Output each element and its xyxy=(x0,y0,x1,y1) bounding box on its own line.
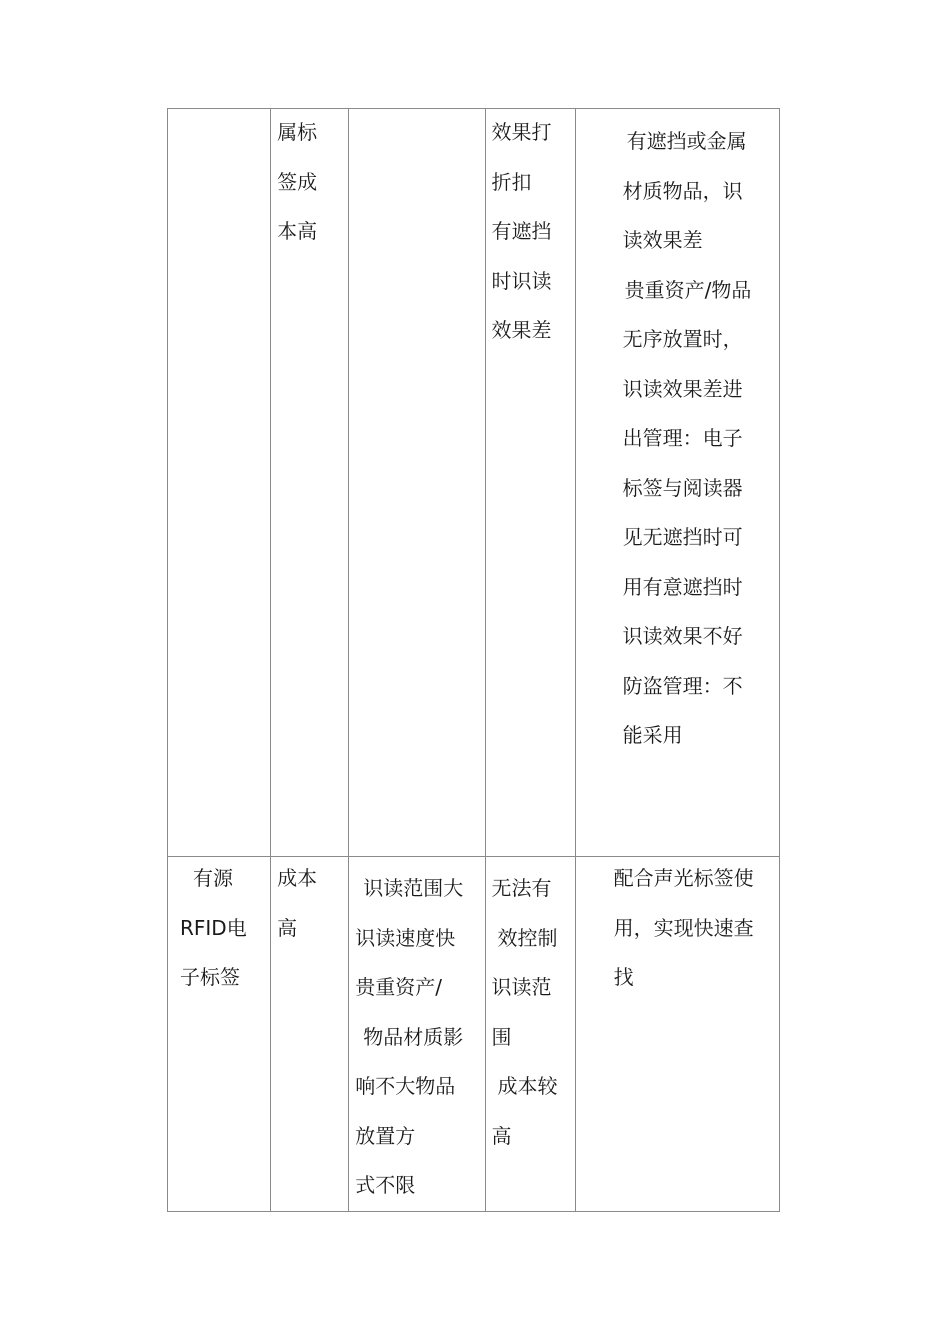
cell-line: 防盗管理：不 xyxy=(622,673,743,698)
cell-line: 效果打 xyxy=(491,120,552,144)
cell-line: 材质物品，识 xyxy=(622,178,743,203)
cell-line: 放置方 xyxy=(355,1123,416,1148)
cell-line: 折扣 xyxy=(491,169,532,194)
cell-line: 识读效果不好 xyxy=(622,624,743,648)
cell-cost xyxy=(271,109,349,857)
cell-advantage xyxy=(349,109,485,857)
cell-disadvantage xyxy=(485,109,575,857)
cell-line: 高 xyxy=(491,1123,512,1148)
cell-line: 物品材质影 xyxy=(363,1024,464,1049)
cell-line: 能采用 xyxy=(622,723,683,747)
cell-line: 识读效果差进 xyxy=(622,376,743,401)
cell-line: 签成 xyxy=(277,169,318,194)
cell-line: 贵重资产/ xyxy=(355,975,443,999)
cell-type xyxy=(168,857,271,1212)
cell-line: 有遮挡 xyxy=(491,219,552,243)
cell-line: 无法有 xyxy=(491,876,552,900)
cell-line: 出管理：电子 xyxy=(622,426,743,450)
cell-line: 成本 xyxy=(277,866,318,890)
cell-line: 有遮挡或金属 xyxy=(626,129,747,153)
cell-line: RFID电 xyxy=(180,915,247,940)
cell-line: 属标 xyxy=(277,120,318,144)
cell-disadvantage xyxy=(485,857,575,1212)
table-row xyxy=(168,857,780,1212)
cell-line: 式不限 xyxy=(355,1173,416,1197)
cell-cost xyxy=(271,857,349,1212)
cell-line: 识读速度快 xyxy=(355,925,456,950)
cell-line: 识读范围大 xyxy=(363,876,464,900)
cell-line: 用，实现快速查 xyxy=(613,915,754,940)
cell-line: 读效果差 xyxy=(622,228,703,252)
comparison-table xyxy=(167,108,780,1212)
table-row xyxy=(168,109,780,857)
cell-line: 见无遮挡时可 xyxy=(622,525,743,549)
cell-application xyxy=(575,857,779,1212)
cell-type xyxy=(168,109,271,857)
cell-advantage xyxy=(349,857,485,1212)
cell-line: 识读范 xyxy=(491,975,552,999)
cell-line: 时识读 xyxy=(491,268,552,293)
cell-line: 有源 xyxy=(193,866,233,890)
cell-line: 本高 xyxy=(277,219,318,243)
cell-line: 标签与阅读器 xyxy=(622,475,743,500)
cell-line: 效果差 xyxy=(491,318,552,342)
cell-line: 找 xyxy=(613,965,634,989)
cell-line: 效控制 xyxy=(497,925,558,950)
cell-line: 无序放置时， xyxy=(622,327,743,351)
cell-line: 配合声光标签使 xyxy=(613,866,754,890)
cell-line: 子标签 xyxy=(180,965,240,989)
cell-line: 成本较 xyxy=(497,1074,558,1098)
cell-line: 高 xyxy=(277,915,298,940)
cell-line: 贵重资产/物品 xyxy=(624,277,752,302)
cell-application xyxy=(575,109,779,857)
cell-line: 用有意遮挡时 xyxy=(622,574,743,599)
cell-line: 围 xyxy=(491,1024,512,1049)
cell-line: 响不大物品 xyxy=(355,1074,456,1098)
